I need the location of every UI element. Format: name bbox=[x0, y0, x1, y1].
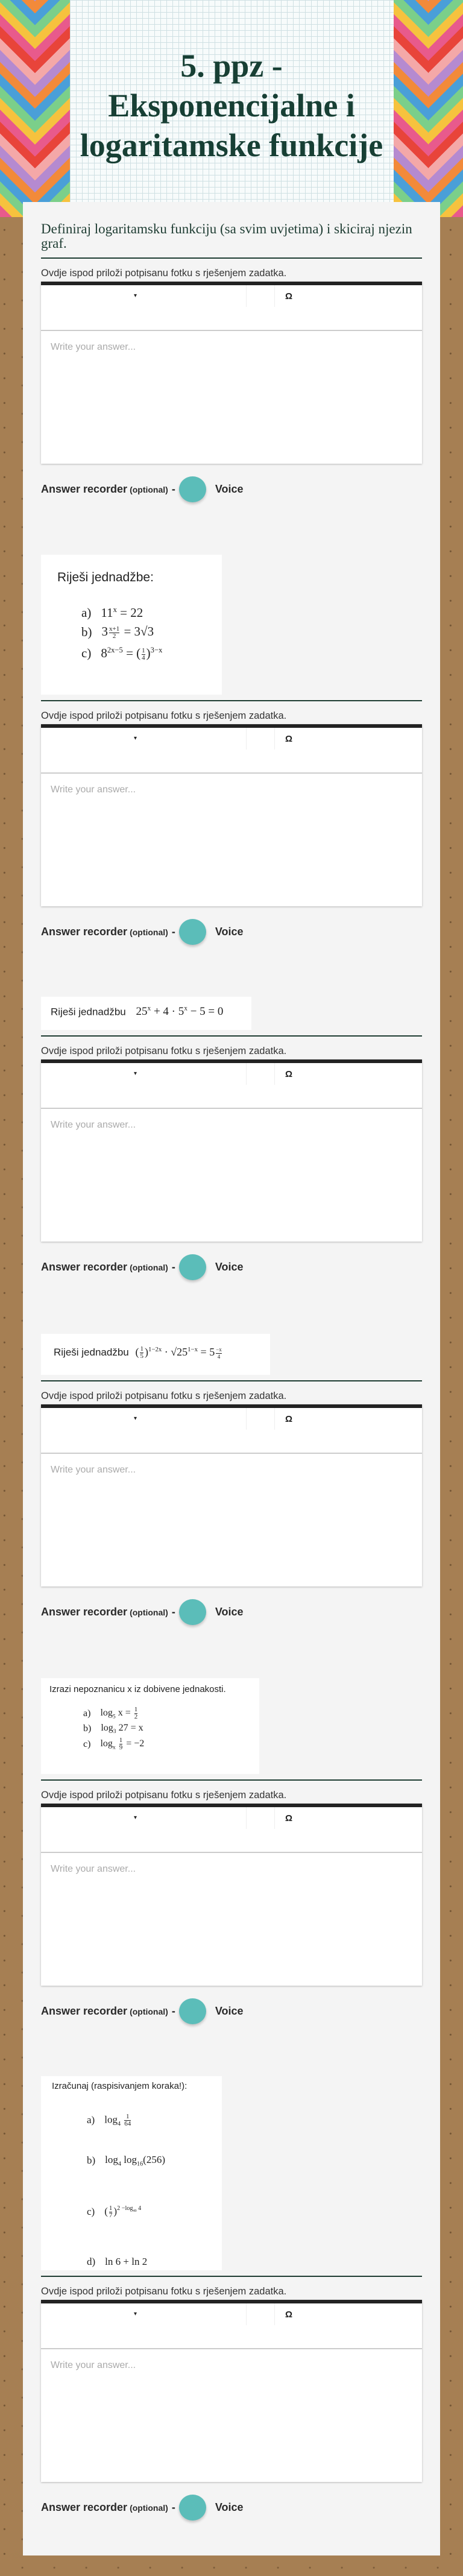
answer-textarea[interactable]: Write your answer... bbox=[51, 1120, 136, 1130]
editor-toolbar bbox=[41, 1063, 422, 1109]
math-part: 2 bbox=[112, 633, 116, 640]
answer-editor[interactable] bbox=[41, 282, 422, 464]
question-3 bbox=[41, 997, 422, 1281]
answer-section bbox=[41, 257, 422, 503]
question-image bbox=[41, 2076, 222, 2270]
equation-c: c) $8^{2x-5}$ = ( $\frac{1}{4}$ )$^{3-x}$ bbox=[81, 646, 163, 661]
format-dropdown[interactable]: ▾ bbox=[134, 1814, 137, 1821]
math-part: (256) bbox=[143, 2153, 165, 2165]
equation-c bbox=[83, 1737, 259, 1751]
toolbar-divider bbox=[246, 1063, 247, 1085]
math-part: 64 bbox=[124, 2120, 131, 2127]
recorder-label: Answer recorder bbox=[41, 1261, 128, 1273]
math-part: x = bbox=[118, 1708, 131, 1719]
math-part: 2x−5 bbox=[107, 646, 123, 654]
toolbar-divider bbox=[246, 1807, 247, 1829]
editor-toolbar bbox=[41, 1807, 422, 1853]
recorder-label: Answer recorder bbox=[41, 2005, 128, 2017]
math-part: 4 bbox=[136, 2205, 142, 2212]
answer-recorder bbox=[41, 1599, 422, 1626]
math-part: 1 bbox=[124, 2114, 131, 2121]
question-title: Izračunaj (raspisivanjem koraka!): bbox=[52, 2081, 187, 2091]
expression-a bbox=[87, 2103, 222, 2137]
special-characters-icon[interactable]: Ω bbox=[285, 1813, 293, 1823]
math-part: c) bbox=[81, 646, 92, 661]
equation: ( $\frac{1}{5}$ )$^{1-2x} \cdot √25^{1-x} = 5$ $\frac{-x}{4}$ bbox=[135, 1345, 222, 1360]
recorder-dash: - bbox=[171, 2005, 175, 2017]
math-part: 4 bbox=[142, 654, 145, 661]
toolbar-divider bbox=[274, 728, 275, 750]
question-title: Izrazi nepoznanicu x iz dobivene jednakosti. bbox=[49, 1684, 226, 1694]
math-part: − 5 = 0 bbox=[190, 1005, 224, 1018]
math-part: 3−x bbox=[150, 646, 163, 654]
math-part: a) bbox=[81, 605, 92, 620]
math-part: 4 bbox=[117, 2120, 121, 2127]
editor-toolbar bbox=[41, 285, 422, 331]
math-part: log bbox=[105, 2153, 118, 2165]
divider bbox=[41, 1779, 422, 1781]
math-part: · √25 bbox=[164, 1346, 188, 1358]
answer-editor[interactable] bbox=[41, 724, 422, 906]
math-part: 27 = x bbox=[118, 1723, 143, 1733]
toolbar-divider bbox=[246, 2303, 247, 2325]
math-part: 1 bbox=[134, 1706, 138, 1713]
math-part: c) bbox=[87, 2206, 95, 2217]
math-part: log bbox=[101, 1723, 113, 1733]
answer-recorder bbox=[41, 476, 422, 503]
answer-recorder bbox=[41, 1998, 422, 2025]
editor-toolbar bbox=[41, 2303, 422, 2349]
voice-record-button[interactable] bbox=[179, 2495, 206, 2521]
question-2 bbox=[41, 555, 422, 945]
expression-b bbox=[87, 2153, 222, 2168]
math-part: 2 −log bbox=[117, 2205, 133, 2212]
math-part: b) bbox=[83, 1723, 92, 1734]
instruction-text: Ovdje ispod priloži potpisanu fotku s rješenjem zadatka. bbox=[41, 1046, 287, 1056]
question-6 bbox=[41, 2076, 422, 2521]
answer-section bbox=[41, 700, 422, 945]
math-part: = 3√3 bbox=[124, 624, 154, 639]
question-title: Riješi jednadžbe: bbox=[57, 570, 154, 584]
title-line: logaritamske funkcije bbox=[80, 127, 383, 163]
math-part: = 22 bbox=[120, 605, 143, 620]
special-characters-icon[interactable]: Ω bbox=[285, 1069, 293, 1079]
format-dropdown[interactable]: ▾ bbox=[134, 735, 137, 742]
answer-section bbox=[41, 1035, 422, 1281]
divider bbox=[41, 700, 422, 701]
math-part: 5 bbox=[112, 1713, 116, 1720]
math-part: 49 bbox=[133, 2209, 137, 2214]
toolbar-divider bbox=[246, 1408, 247, 1430]
math-part: 2 bbox=[134, 1713, 138, 1720]
expression-d bbox=[87, 2254, 222, 2270]
answer-editor[interactable] bbox=[41, 1804, 422, 1986]
math-part: 7 bbox=[109, 2211, 113, 2219]
math-part: 1−x bbox=[187, 1346, 198, 1353]
editor-toolbar bbox=[41, 1408, 422, 1454]
equation-b bbox=[81, 624, 222, 640]
voice-label: Voice bbox=[215, 483, 244, 495]
answer-section bbox=[41, 1380, 422, 1626]
math-part: log bbox=[100, 1708, 113, 1719]
header-banner bbox=[0, 0, 463, 217]
math-part: x bbox=[147, 1005, 151, 1012]
question-image bbox=[41, 1678, 259, 1774]
question-heading: Definiraj logaritamsku funkciju (sa svim uvjetima) i skiciraj njezin graf. bbox=[41, 221, 412, 251]
answer-textarea[interactable]: Write your answer... bbox=[51, 784, 136, 795]
math-part: 3 bbox=[113, 1728, 116, 1735]
voice-record-button[interactable] bbox=[179, 1998, 206, 2024]
answer-section bbox=[41, 1779, 422, 2025]
format-dropdown[interactable]: ▾ bbox=[134, 1070, 137, 1077]
divider bbox=[41, 1035, 422, 1037]
question-image bbox=[41, 997, 251, 1030]
math-part: = bbox=[126, 646, 133, 660]
title-line: Eksponencijalne i bbox=[108, 87, 355, 124]
divider bbox=[41, 2276, 422, 2277]
editor-toolbar bbox=[41, 728, 422, 774]
title-line: 5. ppz - bbox=[180, 48, 283, 84]
math-part: b) bbox=[87, 2155, 96, 2166]
answer-editor[interactable] bbox=[41, 1404, 422, 1586]
math-part: 3 bbox=[101, 624, 108, 639]
question-1 bbox=[41, 222, 422, 503]
math-part: 1 bbox=[140, 1345, 143, 1353]
toolbar-divider bbox=[274, 1807, 275, 1829]
format-dropdown[interactable]: ▾ bbox=[134, 1415, 137, 1422]
math-part: 5 bbox=[140, 1353, 143, 1360]
equation-a bbox=[81, 605, 222, 620]
voice-record-button[interactable] bbox=[179, 1599, 206, 1625]
format-dropdown[interactable]: ▾ bbox=[134, 2311, 137, 2317]
math-part: 1 bbox=[119, 1737, 123, 1744]
equation-a bbox=[83, 1706, 259, 1720]
question-5 bbox=[41, 1678, 422, 2025]
math-part: a) bbox=[87, 2114, 95, 2126]
math-part: a) bbox=[83, 1708, 91, 1719]
math-part: 9 bbox=[119, 1744, 123, 1752]
answer-textarea[interactable]: Write your answer... bbox=[51, 1864, 136, 1874]
toolbar-divider bbox=[274, 285, 275, 307]
recorder-dash: - bbox=[171, 1606, 175, 1618]
voice-label: Voice bbox=[215, 1261, 244, 1273]
math-part: log bbox=[100, 1738, 113, 1749]
math-part: 25 bbox=[136, 1005, 148, 1018]
recorder-label: Answer recorder bbox=[41, 483, 128, 495]
format-dropdown[interactable]: ▾ bbox=[134, 292, 137, 299]
math-part: 4 bbox=[118, 2161, 121, 2168]
toolbar-divider bbox=[246, 728, 247, 750]
recorder-optional: (optional) bbox=[130, 1262, 168, 1272]
answer-recorder bbox=[41, 2494, 422, 2521]
voice-record-button[interactable] bbox=[179, 1254, 206, 1280]
special-characters-icon[interactable]: Ω bbox=[285, 734, 293, 744]
recorder-optional: (optional) bbox=[130, 2006, 168, 2016]
math-part: 8 bbox=[101, 646, 107, 660]
voice-record-button[interactable] bbox=[179, 476, 206, 502]
recorder-dash: - bbox=[171, 926, 175, 938]
toolbar-divider bbox=[274, 2303, 275, 2325]
math-part: = −2 bbox=[126, 1738, 145, 1749]
math-part: ln 6 + ln 2 bbox=[105, 2256, 148, 2267]
math-part: −x bbox=[216, 1346, 222, 1353]
page-title bbox=[0, 46, 463, 165]
math-part: 1−2x bbox=[148, 1346, 162, 1353]
math-part: b) bbox=[81, 624, 92, 639]
math-part: log bbox=[124, 2153, 137, 2165]
voice-label: Voice bbox=[215, 926, 244, 938]
divider bbox=[41, 257, 422, 259]
toolbar-divider bbox=[246, 285, 247, 307]
question-title: Riješi jednadžbu bbox=[54, 1346, 129, 1358]
recorder-optional: (optional) bbox=[130, 2502, 168, 2513]
voice-label: Voice bbox=[215, 1606, 244, 1618]
math-part: 11 bbox=[101, 605, 113, 620]
question-image bbox=[41, 1334, 270, 1375]
special-characters-icon[interactable]: Ω bbox=[285, 2309, 293, 2320]
math-part: + 4 · 5 bbox=[153, 1005, 184, 1018]
recorder-optional: (optional) bbox=[130, 1607, 168, 1617]
voice-record-button[interactable] bbox=[179, 919, 206, 945]
question-4 bbox=[41, 1334, 422, 1626]
equation-b bbox=[83, 1723, 259, 1735]
toolbar-divider bbox=[274, 1408, 275, 1430]
math-part: 1 bbox=[142, 646, 145, 654]
answer-textarea[interactable]: Write your answer... bbox=[51, 2360, 136, 2370]
recorder-optional: (optional) bbox=[130, 927, 168, 937]
math-part: d) bbox=[87, 2256, 96, 2267]
math-part: x bbox=[113, 605, 117, 614]
expression-c: c) ( $\frac{1}{7}$ )$^{2 -log_{49} 4}$ bbox=[87, 2204, 142, 2219]
question-title: Riješi jednadžbu bbox=[51, 1006, 126, 1018]
math-part: 16 bbox=[136, 2161, 143, 2168]
recorder-optional: (optional) bbox=[130, 484, 168, 494]
voice-label: Voice bbox=[215, 2501, 244, 2513]
equation bbox=[136, 1005, 223, 1018]
recorder-label: Answer recorder bbox=[41, 926, 128, 938]
instruction-text: Ovdje ispod priloži potpisanu fotku s rješenjem zadatka. bbox=[41, 2286, 287, 2297]
instruction-text: Ovdje ispod priloži potpisanu fotku s rješenjem zadatka. bbox=[41, 1391, 287, 1401]
special-characters-icon[interactable]: Ω bbox=[285, 291, 293, 301]
answer-textarea[interactable]: Write your answer... bbox=[51, 342, 136, 352]
math-part: c) bbox=[83, 1738, 91, 1749]
recorder-dash: - bbox=[171, 483, 175, 495]
recorder-label: Answer recorder bbox=[41, 2501, 128, 2513]
math-part: x bbox=[112, 1744, 116, 1751]
instruction-text: Ovdje ispod priloži potpisanu fotku s rješenjem zadatka. bbox=[41, 710, 287, 721]
question-image bbox=[41, 555, 222, 695]
recorder-dash: - bbox=[171, 2501, 175, 2513]
answer-editor[interactable] bbox=[41, 2300, 422, 2482]
instruction-text: Ovdje ispod priloži potpisanu fotku s rješenjem zadatka. bbox=[41, 1790, 287, 1801]
answer-recorder bbox=[41, 1254, 422, 1281]
math-part: 4 bbox=[217, 1354, 221, 1360]
recorder-label: Answer recorder bbox=[41, 1606, 128, 1618]
math-part: 1 bbox=[109, 2204, 113, 2212]
math-part: x+1 bbox=[109, 625, 120, 633]
math-part: x bbox=[184, 1005, 187, 1012]
answer-textarea[interactable]: Write your answer... bbox=[51, 1465, 136, 1475]
answer-editor[interactable] bbox=[41, 1059, 422, 1242]
special-characters-icon[interactable]: Ω bbox=[285, 1414, 293, 1424]
divider bbox=[41, 1380, 422, 1381]
recorder-dash: - bbox=[171, 1261, 175, 1273]
voice-label: Voice bbox=[215, 2005, 244, 2017]
math-part: log bbox=[104, 2113, 118, 2125]
answer-recorder bbox=[41, 918, 422, 945]
answer-section bbox=[41, 2276, 422, 2521]
math-part: = 5 bbox=[200, 1346, 215, 1358]
toolbar-divider bbox=[274, 1063, 275, 1085]
instruction-text: Ovdje ispod priloži potpisanu fotku s rješenjem zadatka. bbox=[41, 268, 287, 279]
